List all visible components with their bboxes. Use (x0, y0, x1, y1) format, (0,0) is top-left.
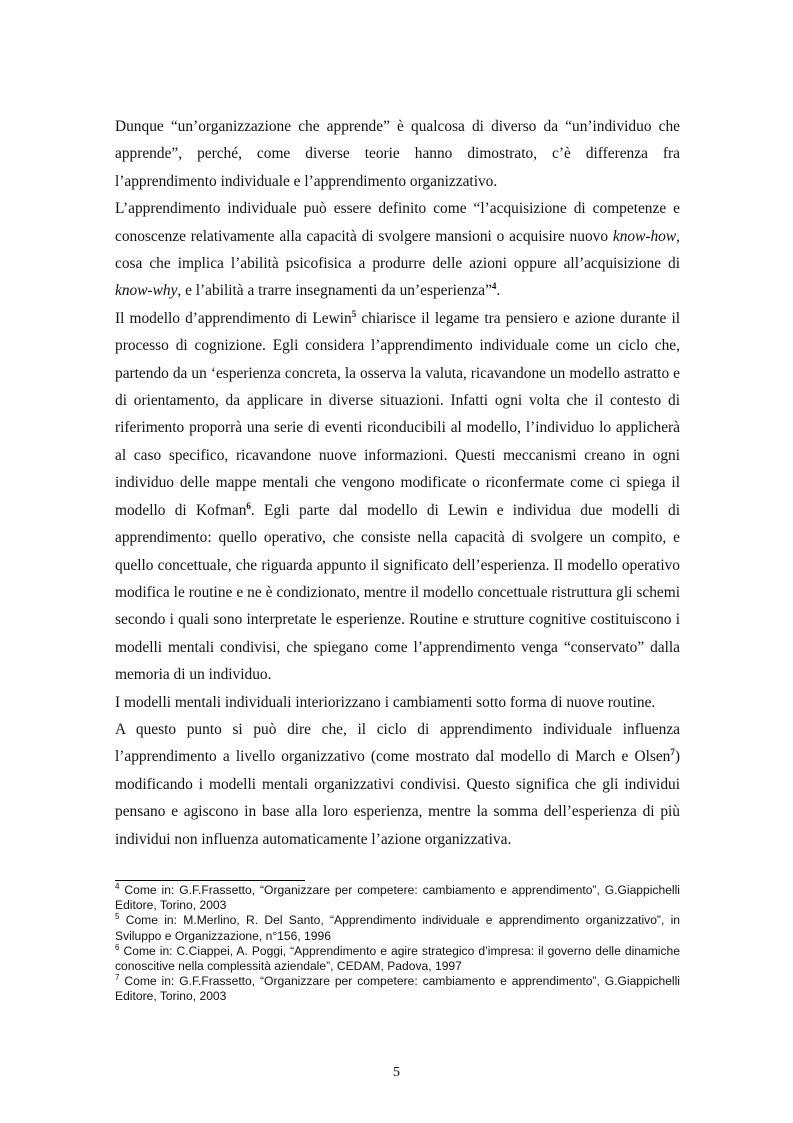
footnote-text-4: Come in: G.F.Frassetto, “Organizzare per competere: cambiamento e apprendimento”, G.Giappichelli Editore, Torino, 2003 (115, 883, 680, 913)
footnote-number-4: 4 (115, 881, 120, 891)
footnote-4 (115, 883, 680, 913)
paragraph-5 (115, 716, 680, 853)
footnote-divider (115, 880, 305, 881)
paragraph-5-text-a: A questo punto si può dire che, il ciclo di apprendimento individuale influenza l’apprendimento a livello organizzativo (come mostrato dal modello di March e Olsen (115, 720, 680, 766)
footnote-number-7: 7 (115, 973, 120, 983)
know-why-term: know-why (115, 282, 178, 300)
paragraph-2-text-c: , e l’abilità a trarre insegnamenti da un’esperienza” (177, 282, 492, 300)
paragraph-3-text-c: . Egli parte dal modello di Lewin e individua due modelli di apprendimento: quello operativo, che consiste nella capacità di svolgere un compito, e quello concettuale, che riguarda appunto il significato dell’esperienza. Il modello operativo modifica le routine e ne è condizionato, mentre il modello concettuale ristruttura gli schemi secondo i quali sono interpretate le esperienze. Routine e strutture cognitive costituiscono i modelli mentali condivisi, che spiegano come l’apprendimento venga “conservato” dalla memoria di un individuo. (115, 501, 681, 684)
footnote-5 (115, 913, 680, 943)
know-how-term: know-how (612, 227, 677, 245)
paragraph-4: I modelli mentali individuali interiorizzano i cambiamenti sotto forma di nuove routine. (115, 693, 656, 711)
footnote-ref-7[interactable]: 7 (670, 747, 675, 758)
paragraph-2-text-a: L’apprendimento individuale può essere definito come “l’acquisizione di competenze e conoscenze relativamente alla capacità di svolgere mansioni o acquisire nuovo (115, 200, 680, 245)
page-number: 5 (393, 1065, 400, 1080)
footnote-text-6: Come in: C.Ciappei, A. Poggi, “Apprendimento e agire strategico d’impresa: il governo delle dinamiche conoscitive nella complessità aziendale”, CEDAM, Padova, 1997 (115, 943, 680, 974)
paragraph-2-text-b: , cosa che implica l’abilità psicofisica a produrre delle azioni oppure all’acquisizione di (115, 227, 680, 273)
footnote-text-7: Come in: G.F.Frassetto, “Organizzare per competere: cambiamento e apprendimento”, G.Giappichelli Editore, Torino, 2003 (115, 974, 680, 1004)
paragraph-1: Dunque “un’organizzazione che apprende” è qualcosa di diverso da “un’individuo che apprende”, perché, come diverse teorie hanno dimostrato, c’è differenza fra l’apprendimento individuale e l’apprendimento organizzativo. (115, 118, 680, 190)
paragraph-3-text-a: Il modello d’apprendimento di Lewin (115, 309, 352, 327)
footnote-ref-4[interactable]: 4 (491, 281, 497, 292)
paragraph-2-text-d: . (496, 282, 501, 300)
footnote-ref-5[interactable]: 5 (351, 308, 357, 319)
footnote-number-5: 5 (115, 912, 120, 922)
paragraph-2 (115, 195, 680, 305)
footnote-6 (115, 944, 680, 974)
body-text (115, 113, 680, 853)
paragraph-3-text-b: chiarisce il legame tra pensiero e azione durante il processo di cognizione. Egli considera l’apprendimento individuale come un ciclo che, partendo da un ‘esperienza concreta, la osserva la valuta, ricavandone un modello astratto e di orientamento, da applicare in diverse situazioni. Infatti ogni volta che il contesto di riferimento proporrà una serie di eventi riconducibili al modello, l’individuo lo applicherà al caso specifico, ricavandone nuove informazioni. Questi meccanismi creano in ogni individuo delle mappe mentali che vengono modificate o riconfermate come ci spiega il modello di Kofman (115, 309, 681, 519)
footnote-ref-6[interactable]: 6 (246, 500, 251, 511)
paragraph-5-text-b: ) modificando i modelli mentali organizzativi condivisi. Questo significa che gli individui pensano e agiscono in base alla loro esperienza, mentre la somma dell’esperienza di più individui non influenza automaticamente l’azione organizzativa. (115, 748, 680, 848)
footnote-number-6: 6 (115, 942, 120, 952)
footnotes (115, 883, 680, 1005)
footnote-7 (115, 974, 680, 1004)
footnote-text-5: Come in: M.Merlino, R. Del Santo, “Apprendimento individuale e apprendimento organizzativo”, in Sviluppo e Organizzazione, n°156, 1996 (115, 913, 680, 943)
paragraph-3 (115, 305, 680, 689)
